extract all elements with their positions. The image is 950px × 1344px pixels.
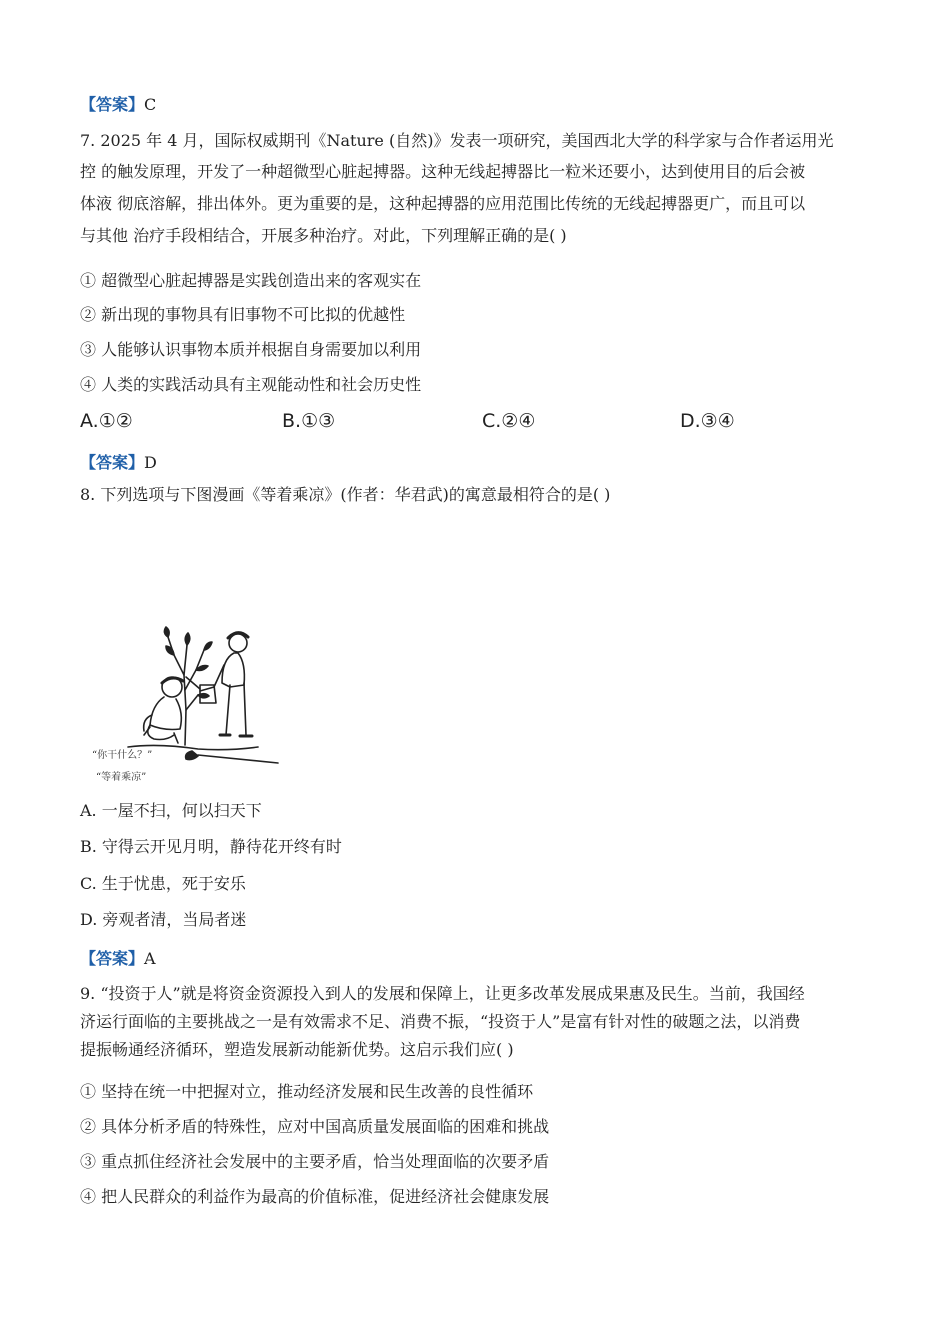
answer-value: D — [144, 453, 157, 472]
q7-stem-line-4: 与其他 治疗手段相结合，开展多种治疗。对此，下列理解正确的是( ) — [80, 226, 567, 245]
q9-statement-2: ② 具体分析矛盾的特殊性，应对中国高质量发展面临的困难和挑战 — [80, 1117, 550, 1136]
q7-stem-line-2: 控 的触发原理，开发了一种超微型心脏起搏器。这种无线起搏器比一粒米还要小，达到使用目的后会被 — [80, 162, 806, 181]
q7-statement-2: ② 新出现的事物具有旧事物不可比拟的优越性 — [80, 305, 406, 324]
answer-tag: 【答案】 — [80, 949, 145, 968]
q7-option-a: A.①② — [80, 410, 133, 432]
q9-statement-3: ③ 重点抓住经济社会发展中的主要矛盾，恰当处理面临的次要矛盾 — [80, 1152, 550, 1171]
q8-stem: 8. 下列选项与下图漫画《等着乘凉》(作者：华君武)的寓意最相符合的是( ) — [80, 485, 611, 504]
answer-line-q8 — [80, 949, 156, 969]
q9-statement-4: ④ 把人民群众的利益作为最高的价值标准，促进经济社会健康发展 — [80, 1187, 550, 1206]
q8-option-d: D. 旁观者清，当局者迷 — [80, 910, 247, 929]
q7-statement-4: ④ 人类的实践活动具有主观能动性和社会历史性 — [80, 375, 422, 394]
q7-option-c: C.②④ — [482, 410, 536, 432]
answer-line-q7 — [80, 453, 157, 473]
q7-option-b: B.①③ — [282, 410, 336, 432]
q7-stem-line-3: 体液 彻底溶解，排出体外。更为重要的是，这种起搏器的应用范围比传统的无线起搏器更广，而且可以 — [80, 194, 806, 213]
cartoon-caption-1: “你干什么？” — [92, 750, 153, 761]
answer-value: C — [144, 95, 157, 114]
q7-statement-1: ① 超微型心脏起搏器是实践创造出来的客观实在 — [80, 271, 422, 290]
q7-stem-line-1: 7. 2025 年 4 月，国际权威期刊《Nature (自然)》发表一项研究，美国西北大学的科学家与合作者运用光 — [80, 131, 834, 150]
cartoon-illustration — [88, 615, 288, 790]
q8-option-c: C. 生于忧患，死于安乐 — [80, 874, 246, 893]
q8-option-b: B. 守得云开见月明，静待花开终有时 — [80, 837, 342, 856]
answer-tag: 【答案】 — [80, 453, 145, 472]
q7-option-d: D.③④ — [680, 410, 735, 432]
answer-tag: 【答案】 — [80, 95, 145, 114]
answer-value: A — [144, 949, 156, 968]
q7-options — [80, 410, 840, 434]
q9-stem-line-2: 济运行面临的主要挑战之一是有效需求不足、消费不振，“投资于人”是富有针对性的破题之法，以消费 — [80, 1012, 801, 1031]
answer-line-q6 — [80, 95, 156, 115]
q7-statement-3: ③ 人能够认识事物本质并根据自身需要加以利用 — [80, 340, 422, 359]
cartoon-caption-2: “等着乘凉” — [96, 772, 147, 783]
q9-stem-line-1: 9. “投资于人”就是将资金资源投入到人的发展和保障上，让更多改革发展成果惠及民生。当前，我国经 — [80, 984, 805, 1003]
q9-stem-line-3: 提振畅通经济循环，塑造发展新动能新优势。这启示我们应( ) — [80, 1040, 514, 1059]
q8-option-a: A. 一屋不扫，何以扫天下 — [80, 801, 262, 820]
q9-statement-1: ① 坚持在统一中把握对立，推动经济发展和民生改善的良性循环 — [80, 1082, 534, 1101]
